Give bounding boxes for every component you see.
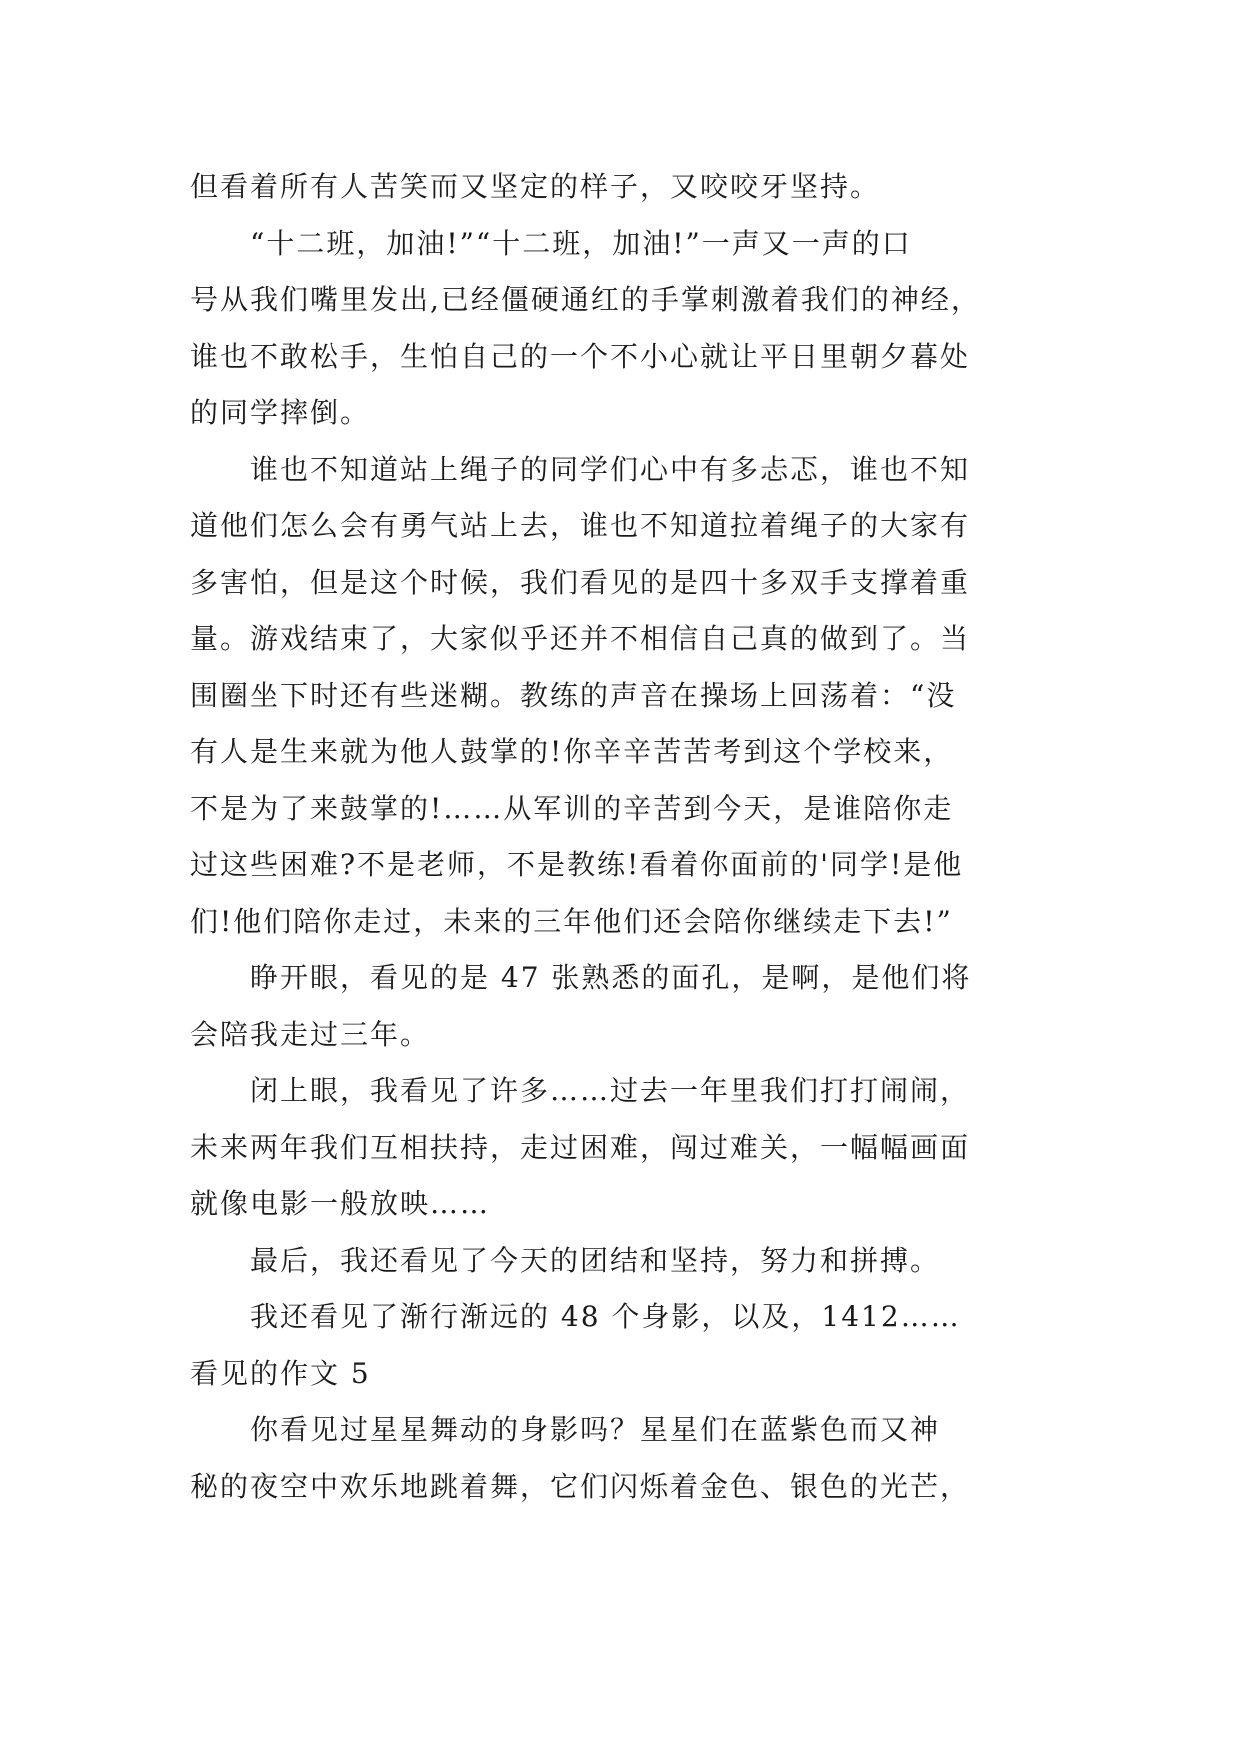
text-line: 有人是生来就为他人鼓掌的!你辛辛苦苦考到这个学校来， xyxy=(190,735,954,768)
text-line: 谁也不敢松手，生怕自己的一个不小心就让平日里朝夕暮处 xyxy=(190,339,971,373)
text-line: 道他们怎么会有勇气站上去，谁也不知道拉着绳子的大家有 xyxy=(190,509,971,542)
text-line: 但看着所有人苦笑而又坚定的样子，又咬咬牙坚持。 xyxy=(190,170,881,203)
section-heading: 看见的作文 5 xyxy=(190,1356,371,1390)
body-text xyxy=(190,159,1090,1515)
text-line: 的同学摔倒。 xyxy=(190,396,371,429)
text-line: 号从我们嘴里发出,已经僵硬通红的手掌刺激着我们的神经， xyxy=(190,283,981,316)
text-line: 就像电影一般放映…… xyxy=(190,1187,491,1220)
text-line: 睁开眼，看见的是 47 张熟悉的面孔，是啊，是他们将 xyxy=(250,961,972,994)
text-line: 不是为了来鼓掌的!……从军训的辛苦到今天，是谁陪你走 xyxy=(190,791,954,825)
text-line: 们!他们陪你走过，未来的三年他们还会陪你继续走下去!” xyxy=(190,904,953,938)
text-line: 会陪我走过三年。 xyxy=(190,1017,431,1051)
text-line: 多害怕，但是这个时候，我们看见的是四十多双手支撑着重 xyxy=(190,565,971,599)
text-line: 最后，我还看见了今天的团结和坚持，努力和拼搏。 xyxy=(250,1243,941,1277)
text-line: 谁也不知道站上绳子的同学们心中有多忐忑，谁也不知 xyxy=(250,452,971,486)
text-line: 闭上眼，我看见了许多……过去一年里我们打打闹闹， xyxy=(250,1074,971,1107)
text-line: 围圈坐下时还有些迷糊。教练的声音在操场上回荡着：“没 xyxy=(190,678,957,712)
text-line: “十二班，加油!”“十二班，加油!”一声又一声的口 xyxy=(250,226,912,260)
text-line: 量。游戏结束了，大家似乎还并不相信自己真的做到了。当 xyxy=(190,622,971,655)
text-line: 未来两年我们互相扶持，走过困难，闯过难关，一幅幅画面 xyxy=(190,1130,971,1164)
text-line: 你看见过星星舞动的身影吗？星星们在蓝紫色而又神 xyxy=(250,1413,941,1446)
text-line: 秘的夜空中欢乐地跳着舞，它们闪烁着金色、银色的光芒， xyxy=(190,1469,971,1503)
text-line: 我还看见了渐行渐远的 48 个身影，以及，1412…… xyxy=(250,1300,961,1333)
text-line: 过这些困难?不是老师，不是教练!看着你面前的'同学!是他 xyxy=(190,848,964,881)
